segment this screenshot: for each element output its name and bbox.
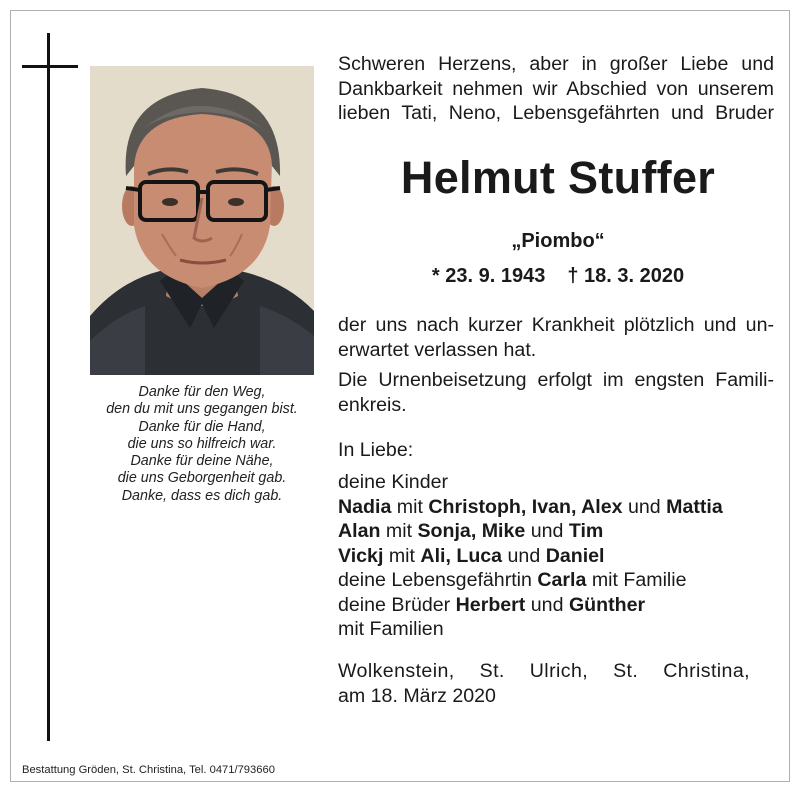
date-line: am 18. März 2020 xyxy=(338,684,496,707)
poem xyxy=(86,384,318,505)
family-name: Vickj xyxy=(338,544,384,567)
burial-text xyxy=(338,368,774,417)
family-name: Alan xyxy=(338,520,381,542)
portrait-photo xyxy=(90,66,314,375)
family-name: Nadia xyxy=(338,495,392,518)
intro-block xyxy=(338,52,774,126)
passing-text xyxy=(338,313,774,362)
poem-line: Danke für deine Nähe, xyxy=(130,453,274,470)
family-connector: deine Lebensgefährtin xyxy=(338,569,538,591)
place-and-date xyxy=(338,659,750,708)
intro-line: Dankbarkeit nehmen wir Abschied von unserem xyxy=(338,77,774,100)
family-name: Mattia xyxy=(666,495,723,518)
poem-line: den du mit uns gegangen bist. xyxy=(106,401,298,418)
family-name: Christoph, Ivan, Alex xyxy=(428,495,623,518)
family-name: Günther xyxy=(568,593,646,616)
in-liebe-label xyxy=(338,438,774,463)
poem-line: die uns Geborgenheit gab. xyxy=(117,470,287,487)
family-connector: und xyxy=(525,593,569,616)
intro-text xyxy=(338,52,774,126)
poem-line: Danke für die Hand, xyxy=(138,418,266,435)
family-list xyxy=(338,470,774,642)
text-line: der uns nach kurzer Krankheit plötzlich und un- xyxy=(338,314,774,336)
family-name: Carla xyxy=(537,569,587,591)
deceased-name: Helmut Stuffer xyxy=(400,152,716,203)
text-line: Die Urnenbeisetzung erfolgt im engsten Famili- xyxy=(338,369,774,391)
family-connector: und xyxy=(525,520,569,542)
poem-line: Danke für den Weg, xyxy=(138,384,266,400)
family-line xyxy=(338,568,774,593)
deceased-nickname: „Piombo“ xyxy=(511,230,605,252)
intro-line: Schweren Herzens, aber in großer Liebe und xyxy=(338,53,774,75)
family-line xyxy=(338,495,774,520)
family-name: Sonja, Mike xyxy=(417,520,526,542)
birth-date: * 23. 9. 1943 xyxy=(431,265,546,287)
family-line xyxy=(338,593,774,618)
family-line: mit Familien xyxy=(338,618,444,640)
family-connector: mit Familie xyxy=(586,569,687,591)
family-connector: mit xyxy=(391,495,429,518)
life-dates xyxy=(338,263,778,289)
family-connector: mit xyxy=(383,544,421,567)
family-line xyxy=(338,519,774,544)
poem-line: Danke, dass es dich gab. xyxy=(121,487,283,504)
family-name: Tim xyxy=(568,520,604,542)
cross-vertical-bar xyxy=(47,33,50,741)
family-name: Herbert xyxy=(455,593,526,616)
text-line: erwartet verlassen hat. xyxy=(338,338,537,361)
in-liebe-text: In Liebe: xyxy=(338,439,414,461)
family-name: Daniel xyxy=(545,544,605,567)
family-connector: deine Brüder xyxy=(338,593,456,616)
place-line: Wolkenstein, St. Ulrich, St. Christina, xyxy=(338,660,750,682)
family-line xyxy=(338,544,774,569)
family-connector: und xyxy=(622,495,667,518)
poem-line: die uns so hilfreich war. xyxy=(127,435,277,452)
cross-horizontal-bar xyxy=(22,65,78,68)
family-line: deine Kinder xyxy=(338,471,449,493)
family-connector: und xyxy=(502,544,546,567)
death-date: † 18. 3. 2020 xyxy=(567,265,685,287)
family-name: Ali, Luca xyxy=(420,544,503,567)
family-connector: mit xyxy=(380,520,418,542)
portrait-illustration xyxy=(90,66,314,375)
text-line: enkreis. xyxy=(338,393,407,416)
intro-line: lieben Tati, Neno, Lebensgefährten und Bruder xyxy=(338,102,774,124)
funeral-home-footer: Bestattung Gröden, St. Christina, Tel. 0471/793660 xyxy=(22,764,275,776)
